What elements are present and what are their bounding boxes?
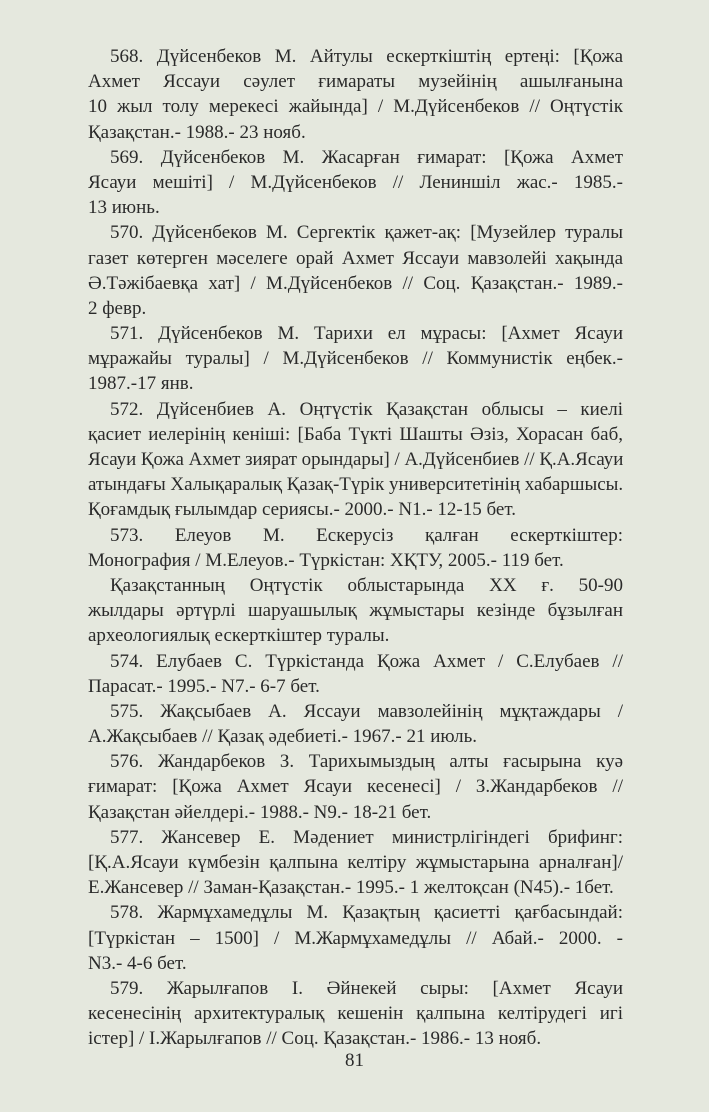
entry-line: 576. Жандарбеков З. Тарихымыздың алты ғасырына куә bbox=[110, 751, 623, 773]
entry-line: 572. Дүйсенбиев А. Оңтүстік Қазақстан облысы – киелі bbox=[110, 398, 623, 420]
bibliography-entry bbox=[88, 573, 623, 649]
bibliography-entry bbox=[88, 321, 623, 397]
entry-line: Парасат.- 1995.- N7.- 6-7 бет. bbox=[88, 675, 320, 697]
entry-line: 10 жыл толу мерекесі жайында] / М.Дүйсенбеков // Оңтүстік bbox=[88, 96, 623, 118]
entry-line: Ахмет Яссауи сәулет ғимараты музейінің ашылғанына bbox=[88, 71, 623, 93]
entry-line: Ясауи мешіті] / М.Дүйсенбеков // Лениншіл жас.- 1985.- bbox=[88, 171, 623, 193]
bibliography-entry bbox=[88, 825, 623, 901]
entry-line: 568. Дүйсенбеков М. Айтулы ескерткіштің ертеңі: [Қожа bbox=[110, 46, 623, 67]
entry-line: 13 июнь. bbox=[88, 197, 160, 219]
entry-line: ғимарат: [Қожа Ахмет Ясауи кесенесі] / З.Жандарбеков // bbox=[88, 776, 623, 798]
bibliography-entry bbox=[88, 649, 623, 699]
entry-line: 574. Елубаев С. Түркістанда Қожа Ахмет / С.Елубаев // bbox=[110, 650, 623, 672]
bibliography-entry bbox=[88, 220, 623, 321]
bibliography-text bbox=[88, 44, 623, 1052]
entry-line: 1987.-17 янв. bbox=[88, 373, 194, 395]
bibliography-entry bbox=[88, 145, 623, 221]
entry-line: Ә.Тәжібаевқа хат] / М.Дүйсенбеков // Соц. Қазақстан.- 1989.- bbox=[88, 272, 623, 294]
entry-line: 569. Дүйсенбеков М. Жасарған ғимарат: [Қожа Ахмет bbox=[110, 146, 623, 168]
entry-line: істер] / І.Жарылғапов // Соц. Қазақстан.- 1986.- 13 нояб. bbox=[88, 1028, 542, 1050]
entry-line: 571. Дүйсенбеков М. Тарихи ел мұрасы: [Ахмет Ясауи bbox=[110, 323, 623, 345]
entry-line: Қазақстан.- 1988.- 23 нояб. bbox=[88, 121, 306, 143]
entry-line: 575. Жақсыбаев А. Яссауи мавзолейінің мұқтаждары / bbox=[110, 700, 623, 722]
entry-line: атындағы Халықаралық Қазақ-Түрік университетінің хабаршысы. bbox=[88, 474, 624, 496]
entry-line: А.Жақсыбаев // Қазақ әдебиеті.- 1967.- 21 июль. bbox=[88, 726, 478, 748]
entry-line: 579. Жарылғапов І. Әйнекей сыры: [Ахмет Ясауи bbox=[110, 977, 623, 999]
entry-line: 2 февр. bbox=[88, 297, 147, 319]
entry-line: қасиет иелерінің кеніші: [Баба Түкті Шашты Әзіз, Хорасан баб, bbox=[88, 423, 623, 445]
bibliography-entry bbox=[88, 523, 623, 573]
entry-line: N3.- 4-6 бет. bbox=[88, 952, 187, 974]
bibliography-entry bbox=[88, 44, 623, 145]
entry-line: 577. Жансевер Е. Мәдениет министрлігіндегі брифинг: bbox=[110, 826, 623, 848]
entry-line: [Қ.А.Ясауи күмбезін қалпына келтіру жұмыстарына арналған]/ bbox=[88, 852, 623, 873]
entry-line: Қазақстанның Оңтүстік облыстарында XX ғ. 50-90 bbox=[110, 574, 623, 596]
page-number: 81 bbox=[345, 1050, 364, 1071]
bibliography-entry bbox=[88, 900, 623, 976]
bibliography-entry bbox=[88, 699, 623, 749]
entry-line: Монография / М.Елеуов.- Түркістан: ХҚТУ, 2005.- 119 бет. bbox=[88, 549, 564, 571]
entry-line: Е.Жансевер // Заман-Қазақстан.- 1995.- 1 желтоқсан (N45).- 1бет. bbox=[88, 877, 614, 899]
entry-line: газет көтерген мәселеге орай Ахмет Яссауи мавзолейі хақында bbox=[88, 247, 623, 269]
entry-line: Қоғамдық ғылымдар сериясы.- 2000.- N1.- 12-15 бет. bbox=[88, 499, 516, 521]
entry-line: мұражайы туралы] / М.Дүйсенбеков // Коммунистік еңбек.- bbox=[88, 348, 623, 370]
entry-line: Қазақстан әйелдері.- 1988.- N9.- 18-21 бет. bbox=[88, 801, 432, 823]
entry-line: археологиялық ескерткіштер туралы. bbox=[88, 625, 390, 647]
entry-line: 570. Дүйсенбеков М. Сергектік қажет-ақ: [Музейлер туралы bbox=[110, 222, 623, 244]
bibliography-entry bbox=[88, 976, 623, 1052]
entry-line: жылдары әртүрлі шаруашылық жұмыстары кезінде бұзылған bbox=[88, 600, 623, 622]
entry-line: кесенесінің архитектуралық кешенін қалпына келтірудегі игі bbox=[88, 1003, 623, 1025]
entry-line: [Түркістан – 1500] / М.Жармұхамедұлы // Абай.- 2000. - bbox=[88, 927, 623, 949]
bibliography-entry bbox=[88, 749, 623, 825]
entry-line: 578. Жармұхамедұлы М. Қазақтың қасиетті қағбасындай: bbox=[110, 902, 623, 924]
entry-line: 573. Елеуов М. Ескерусіз қалған ескерткіштер: bbox=[110, 524, 623, 546]
bibliography-entry bbox=[88, 397, 623, 523]
entry-line: Ясауи Қожа Ахмет зиярат орындары] / А.Дүйсенбиев // Қ.А.Ясауи bbox=[88, 449, 624, 470]
